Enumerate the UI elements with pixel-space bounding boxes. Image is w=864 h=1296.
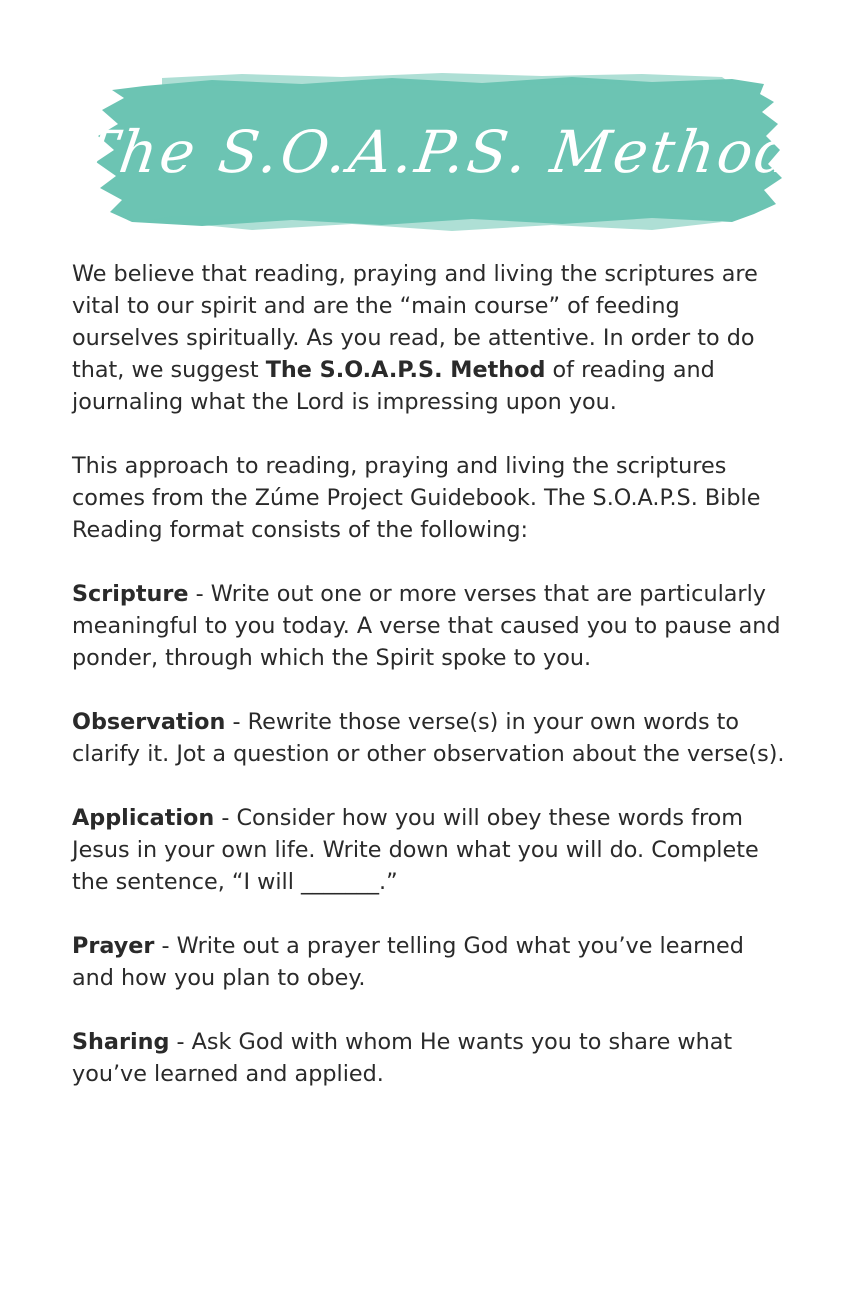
step-term: Prayer (72, 933, 155, 959)
method-name: The S.O.A.P.S. Method (265, 357, 546, 383)
step-term: Sharing (72, 1029, 170, 1055)
step-description: - Write out one or more verses that are particularly meaningful to you today. A verse that caused you to pause and ponder, through which the Spirit spoke to you. (72, 581, 781, 671)
step-observation (72, 706, 792, 770)
step-term: Observation (72, 709, 226, 735)
step-description: - Consider how you will obey these words from Jesus in your own life. Write down what you will do. Complete the sentence, “I will _______.” (72, 805, 759, 895)
step-description: - Ask God with whom He wants you to share what you’ve learned and applied. (72, 1029, 733, 1087)
title-banner (73, 72, 801, 232)
intro-text-end: of reading and journaling what the Lord is impressing upon you. (72, 357, 715, 415)
intro-paragraph (72, 258, 792, 418)
intro-text-start: We believe that reading, praying and living the scriptures are vital to our spirit and are the “main course” of feeding ourselves spiritually. As you read, be attentive. In order to do that, we suggest (72, 261, 758, 383)
step-description: - Write out a prayer telling God what you’ve learned and how you plan to obey. (72, 933, 744, 991)
step-application (72, 802, 792, 898)
step-term: Scripture (72, 581, 189, 607)
content (72, 258, 792, 1090)
step-scripture (72, 578, 792, 674)
step-term: Application (72, 805, 215, 831)
step-sharing (72, 1026, 792, 1090)
page-title: The S.O.A.P.S. Method (73, 118, 801, 186)
approach-paragraph: This approach to reading, praying and living the scriptures comes from the Zúme Project Guidebook. The S.O.A.P.S. Bible Reading format consists of the following: (72, 453, 761, 543)
step-description: - Rewrite those verse(s) in your own words to clarify it. Jot a question or other observation about the verse(s). (72, 709, 785, 767)
step-prayer (72, 930, 792, 994)
